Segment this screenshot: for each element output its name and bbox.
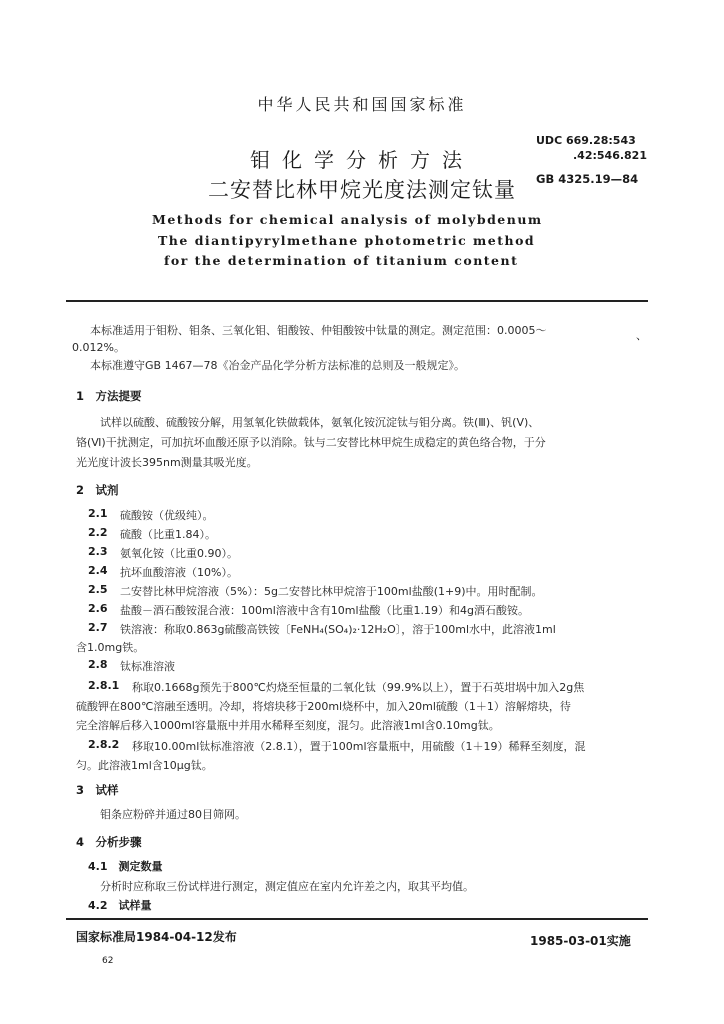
- title-en-line-1: Methods for chemical analysis of molybdenum: [152, 212, 543, 227]
- intro-paragraph-1-line-1: 本标准适用于钼粉、钼条、三氧化钼、钼酸铵、仲钼酸铵中钛量的测定。测定范围：0.0005～: [90, 324, 547, 337]
- reagent-2-2-text: 硫酸（比重1.84）。: [120, 528, 216, 541]
- reagent-2-7-text-line-2: 含1.0mg铁。: [76, 641, 145, 654]
- section-1-line-2: 铬(Ⅵ)干扰测定，可加抗坏血酸还原予以消除。钛与二安替比林甲烷生成稳定的黄色络合物，于分: [76, 436, 546, 449]
- reagent-2-5-text: 二安替比林甲烷溶液（5%）：5g二安替比林甲烷溶于100ml盐酸(1+9)中。用时配制。: [120, 585, 543, 598]
- intro-paragraph-1-line-2: 0.012%。: [72, 341, 125, 354]
- reagent-2-3-number: 2.3: [88, 545, 108, 558]
- section-4-heading: 4 分析步骤: [76, 835, 142, 849]
- reagent-2-8-1-line-2: 硫酸钾在800℃溶融至透明。冷却，将熔块移于200ml烧杯中，加入20ml硫酸（1＋1）溶解熔块，待: [76, 700, 571, 713]
- footer-divider: [66, 918, 648, 920]
- reagent-2-7-text-line-1: 铁溶液：称取0.863g硫酸高铁铵〔FeNH₄(SO₄)₂·12H₂O〕，溶于100ml水中，此溶液1ml: [120, 623, 556, 636]
- section-4-1-paragraph: 分析时应称取三份试样进行测定，测定值应在室内允许差之内，取其平均值。: [100, 880, 474, 893]
- intro-continuation-mark: 、: [636, 329, 647, 342]
- reagent-2-7-number: 2.7: [88, 621, 108, 634]
- reagent-2-8-1-number: 2.8.1: [88, 679, 120, 692]
- title-en-line-3: for the determination of titanium content: [164, 253, 519, 268]
- reagent-2-8-2-line-1: 移取10.00ml钛标准溶液（2.8.1），置于100ml容量瓶中，用硫酸（1＋19）稀释至刻度，混: [132, 740, 586, 753]
- reagent-2-6-text: 盐酸－酒石酸铵混合液：100ml溶液中含有10ml盐酸（比重1.19）和4g酒石酸铵。: [120, 604, 530, 617]
- section-4-2-heading: 4.2 试样量: [88, 899, 152, 912]
- reagent-2-6-number: 2.6: [88, 602, 108, 615]
- issuing-authority: 中华人民共和国国家标准: [257, 95, 467, 114]
- reagent-2-8-text: 钛标准溶液: [120, 660, 175, 673]
- section-4-1-heading: 4.1 测定数量: [88, 860, 163, 873]
- reagent-2-8-1-line-3: 完全溶解后移入1000ml容量瓶中并用水稀释至刻度，混匀。此溶液1ml含0.10mg钛。: [76, 719, 500, 732]
- effective-date: 1985-03-01实施: [530, 934, 631, 948]
- reagent-2-4-text: 抗坏血酸溶液（10%）。: [120, 566, 238, 579]
- udc-code-line-2: .42:546.821: [573, 149, 647, 162]
- reagent-2-2-number: 2.2: [88, 526, 108, 539]
- section-1-heading: 1 方法提要: [76, 389, 142, 403]
- section-3-heading: 3 试样: [76, 783, 119, 797]
- section-1-line-3: 光光度计波长395nm测量其吸光度。: [76, 456, 258, 469]
- title-cn-sub: 二安替比林甲烷光度法测定钛量: [208, 178, 516, 202]
- reagent-2-8-2-number: 2.8.2: [88, 738, 120, 751]
- reagent-2-1-number: 2.1: [88, 507, 108, 520]
- reagent-2-5-number: 2.5: [88, 583, 108, 596]
- issued-date: 国家标准局1984-04-12发布: [76, 930, 237, 944]
- reagent-2-3-text: 氨氧化铵（比重0.90）。: [120, 547, 238, 560]
- reagent-2-8-number: 2.8: [88, 658, 108, 671]
- title-en-line-2: The diantipyrylmethane photometric method: [158, 233, 536, 248]
- page-number: 62: [102, 956, 114, 966]
- reagent-2-8-1-line-1: 称取0.1668g预先于800℃灼烧至恒量的二氧化钛（99.9%以上），置于石英坩埚中加入2g焦: [132, 681, 585, 694]
- reagent-2-4-number: 2.4: [88, 564, 108, 577]
- reagent-2-8-2-line-2: 匀。此溶液1ml含10μg钛。: [76, 759, 213, 772]
- udc-code-line-1: UDC 669.28:543: [536, 134, 636, 147]
- intro-paragraph-2: 本标准遵守GB 1467—78《冶金产品化学分析方法标准的总则及一般规定》。: [90, 359, 466, 372]
- gb-standard-code: GB 4325.19—84: [536, 172, 639, 186]
- reagent-2-1-text: 硫酸铵（优级纯）。: [120, 509, 214, 522]
- section-2-heading: 2 试剂: [76, 483, 119, 497]
- title-cn-main: 钼化学分析方法: [250, 148, 474, 172]
- section-1-line-1: 试样以硫酸、硫酸铵分解，用氢氧化铁做载体，氨氧化铵沉淀钛与钼分离。铁(Ⅲ)、钒(Ⅴ)、: [100, 416, 540, 429]
- section-3-paragraph: 钼条应粉碎并通过80目筛网。: [100, 808, 246, 821]
- header-divider: [66, 300, 648, 302]
